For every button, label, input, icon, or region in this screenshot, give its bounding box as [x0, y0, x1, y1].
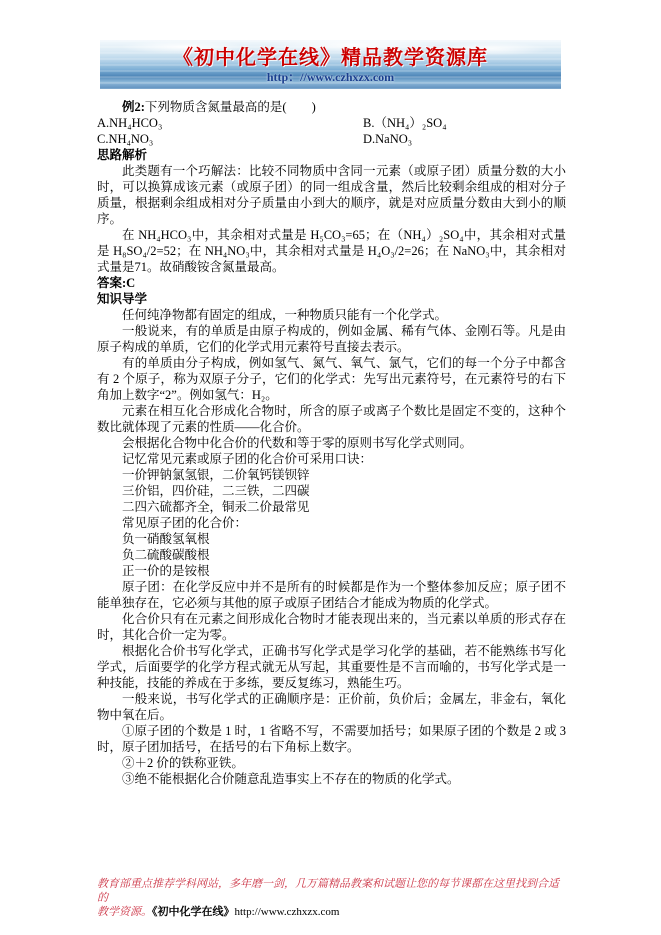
paragraph: 任何纯净物都有固定的组成，一种物质只能有一个化学式。	[122, 308, 448, 322]
paragraph: 化合价只有在元素之间形成化合物时才能表现出来的，当元素以单质的形式存在时，其化合价一定为零。	[97, 612, 566, 642]
footer-site-name: 《初中化学在线》	[152, 906, 235, 918]
paragraph: 记忆常见元素或原子团的化合价可采用口诀：	[122, 452, 373, 466]
paragraph: 根据化合价书写化学式，正确书写化学式是学习化学的基础，若不能熟练书写化学式，后面要学的化学方程式就无从写起，其重要性是不言而喻的，书写化学式是一种技能，技能的养成在于多练，要反复练习，熟能生巧。	[97, 644, 566, 690]
footer-url-link[interactable]: http://www.czhxzx.com	[234, 906, 340, 918]
site-banner	[100, 40, 561, 89]
options-row-2	[97, 131, 566, 147]
document-content	[97, 99, 566, 787]
footer-slogan: 教育部重点推荐学科网站，多年磨一剑，几万篇精品教案和试题让您的每节课都在这里找到合适的	[97, 878, 559, 904]
mnemonic-line: 负二硫酸碳酸根	[122, 548, 210, 562]
heading-analysis: 思路解析	[97, 148, 148, 162]
mnemonic-line: 负一硝酸氢氧根	[122, 532, 210, 546]
paragraph: ③绝不能根据化合价随意乱造事实上不存在的物质的化学式。	[122, 772, 460, 786]
example-label: 例2:	[122, 100, 145, 114]
banner-url-link[interactable]: http：//www.czhxzx.com	[266, 69, 395, 84]
mnemonic-line: 三价铝，四价硅，二三铁，二四碳	[122, 484, 310, 498]
heading-knowledge: 知识导学	[97, 292, 148, 306]
banner-title: 《初中化学在线》精品教学资源库	[173, 46, 488, 69]
paragraph: 会根据化合物中化合价的代数和等于零的原则书写化学式则同。	[122, 436, 473, 450]
option-a: A.NH₄HCO₃	[97, 116, 163, 130]
mnemonic-line: 常见原子团的化合价：	[122, 516, 248, 530]
mnemonic-line: 正一价的是铵根	[122, 564, 210, 578]
paragraph: 原子团：在化学反应中并不是所有的时候都是作为一个整体参加反应；原子团不能单独存在，它必须与其他的原子或原子团结合才能成为物质的化学式。	[97, 580, 566, 610]
heading-answer: 答案:C	[97, 276, 136, 290]
paragraph: 有的单质由分子构成，例如氢气、氮气、氧气、氯气，它们的每一个分子中都含有 2 个原子，称为双原子分子，它们的化学式：先写出元素符号，在元素符号的右下角加上数字“2”。例如氢气：H₂。	[97, 356, 566, 402]
option-c: C.NH₄NO₃	[97, 132, 154, 146]
option-b: B.（NH₄）₂SO₄	[363, 116, 447, 130]
paragraph: ②＋2 价的铁称亚铁。	[122, 756, 244, 770]
paragraph: 此类题有一个巧解法：比较不同物质中含同一元素（或原子团）质量分数的大小时，可以换算成该元素（或原子团）的同一组成含量，然后比较剩余组成的相对分子质量，根据剩余组成相对分子质量由小到大的顺序，就是对应质量分数由大到小的顺序。	[97, 164, 566, 226]
paragraph: 一般来说，书写化学式的正确顺序是：正价前，负价后；金属左，非金右，氧化物中氧在后。	[97, 692, 566, 722]
paragraph: 元素在相互化合形成化合物时，所含的原子或离子个数比是固定不变的，这种个数比就体现了元素的性质――化合价。	[97, 404, 566, 434]
example-question	[97, 99, 566, 115]
paragraph: 在 NH₄HCO₃中，其余相对式量是 H₅CO₃=65；在（NH₄）₂SO₄中，其余相对式量是 H₈SO₄/2=52；在 NH₄NO₃中，其余相对式量是 H₄O₃/2=26；在 NaNO₃中，其余相对式量是71。故硝酸铵含氮量最高。	[97, 228, 566, 274]
page-footer	[97, 877, 567, 919]
mnemonic-line: 一价钾钠氯氢银，二价氧钙镁钡锌	[122, 468, 310, 482]
example-question-text: 下列物质含氮量最高的是( )	[144, 100, 316, 114]
mnemonic-line: 二四六硫都齐全，铜汞二价最常见	[122, 500, 310, 514]
option-d: D.NaNO₃	[363, 132, 413, 146]
footer-slogan-end: 教学资源。	[97, 906, 152, 918]
paragraph: ①原子团的个数是 1 时，1 省略不写，不需要加括号；如果原子团的个数是 2 或 3 时，原子团加括号，在括号的右下角标上数字。	[97, 724, 566, 754]
paragraph: 一般说来，有的单质是由原子构成的，例如金属、稀有气体、金刚石等。凡是由原子构成的单质，它们的化学式用元素符号直接去表示。	[97, 324, 566, 354]
options-row-1	[97, 115, 566, 131]
